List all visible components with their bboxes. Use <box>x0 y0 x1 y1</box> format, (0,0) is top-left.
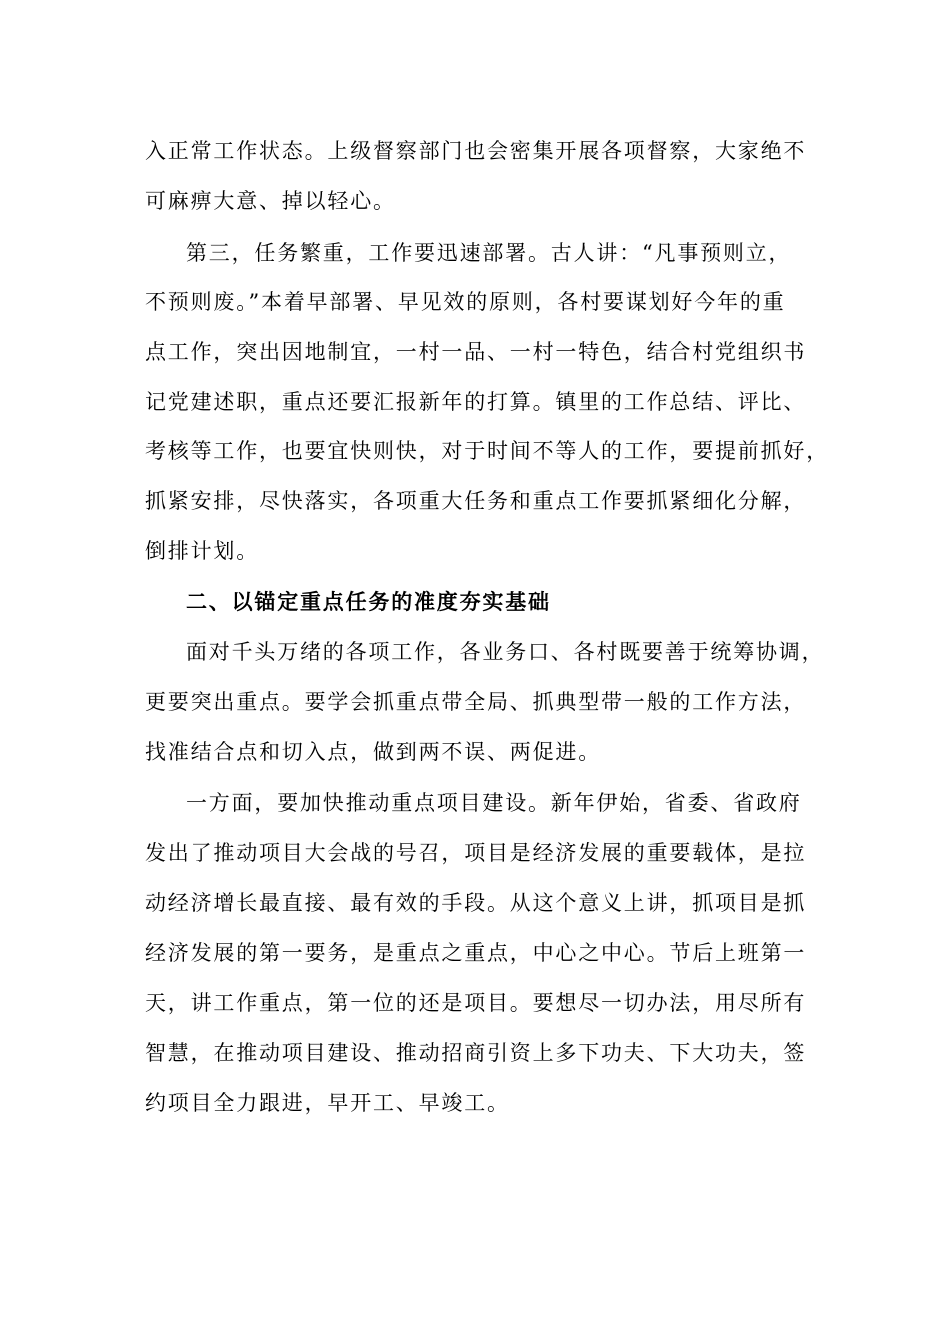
paragraph-2-line-3: 点工作，突出因地制宜，一村一品、一村一特色，结合村党组织书 <box>145 340 807 364</box>
paragraph-2-line-1: 第三，任务繁重，工作要迅速部署。古人讲：“凡事预则立， <box>186 241 792 265</box>
paragraph-3-line-2: 更要突出重点。要学会抓重点带全局、抓典型带一般的工作方法， <box>145 690 807 714</box>
paragraph-4-line-6: 智慧，在推动项目建设、推动招商引资上多下功夫、下大功夫，签 <box>145 1041 807 1065</box>
paragraph-2-line-5: 考核等工作，也要宜快则快，对于时间不等人的工作，要提前抓好， <box>145 439 829 463</box>
paragraph-2-line-6: 抓紧安排，尽快落实，各项重大任务和重点工作要抓紧细化分解， <box>145 489 807 513</box>
paragraph-4-line-2: 发出了推动项目大会战的号召，项目是经济发展的重要载体，是拉 <box>145 841 807 865</box>
paragraph-2-line-2: 不预则废。”本着早部署、早见效的原则，各村要谋划好今年的重 <box>145 290 786 314</box>
paragraph-3-line-1: 面对千头万绪的各项工作，各业务口、各村既要善于统筹协调， <box>186 640 825 664</box>
paragraph-2-line-4: 记党建述职，重点还要汇报新年的打算。镇里的工作总结、评比、 <box>145 390 807 414</box>
paragraph-4-line-1: 一方面，要加快推动重点项目建设。新年伊始，省委、省政府 <box>186 791 802 815</box>
paragraph-4-line-7: 约项目全力跟进，早开工、早竣工。 <box>145 1091 510 1115</box>
paragraph-1-line-2: 可麻痹大意、掉以轻心。 <box>145 189 396 213</box>
paragraph-4-line-5: 天，讲工作重点，第一位的还是项目。要想尽一切办法，用尽所有 <box>145 991 807 1015</box>
paragraph-2-line-7: 倒排计划。 <box>145 539 259 563</box>
paragraph-1-line-1: 入正常工作状态。上级督察部门也会密集开展各项督察，大家绝不 <box>145 139 807 163</box>
section-heading: 二、以锚定重点任务的准度夯实基础 <box>186 589 551 614</box>
paragraph-4-line-4: 经济发展的第一要务，是重点之重点，中心之中心。节后上班第一 <box>145 941 807 965</box>
paragraph-4-line-3: 动经济增长最直接、最有效的手段。从这个意义上讲，抓项目是抓 <box>145 891 807 915</box>
paragraph-3-line-3: 找准结合点和切入点，做到两不误、两促进。 <box>145 740 601 764</box>
